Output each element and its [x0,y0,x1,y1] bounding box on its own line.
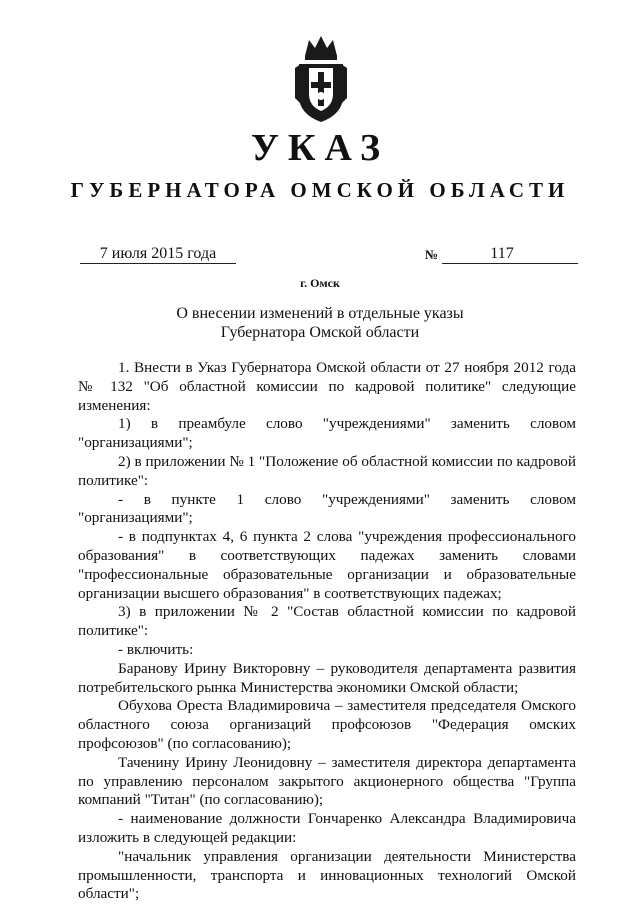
paragraph-3: 2) в приложении № 1 "Положение об областной комиссии по кадровой политике": [78,452,576,489]
document-issuer: ГУБЕРНАТОРА ОМСКОЙ ОБЛАСТИ [70,178,570,202]
number-sign: № [425,247,439,262]
decree-number-value: 117 [490,245,514,262]
paragraph-12: "начальник управления организации деятельности Министерства промышленности, транспорта и инновационных технологий Омской области"; [78,847,576,903]
paragraph-7: - включить: [118,640,194,658]
paragraph-5: - в подпунктах 4, 6 пункта 2 слова "учреждения профессионального образования" в соответствующих падежах заменить словами "профессиональные образовательные организации и образовательные организации высшего образования" в соответствующих падежах; [78,528,576,602]
decree-heading-line-2: Губернатора Омской области [220,324,420,341]
city-label: г. Омск [300,276,340,290]
paragraph-6: 3) в приложении № 2 "Состав областной комиссии по кадровой политике": [78,603,576,640]
paragraph-10: Таченину Ирину Леонидовну – заместителя директора департамента по управлению персоналом закрытого акционерного общества "Группа компаний "Титан" (по согласованию); [78,753,576,809]
document-title: УКАЗ [251,127,389,169]
decree-heading-line-1: О внесении изменений в отдельные указы [176,305,464,322]
decree-number [442,244,578,264]
paragraph-2: 1) в преамбуле слово "учреждениями" заменить словом "организациями"; [78,415,576,452]
decree-date-value: 7 июля 2015 года [99,245,217,262]
decree-body [78,359,576,904]
paragraph-9: Обухова Ореста Владимировича – заместителя председателя Омского областного союза организаций профсоюзов "Федерация омских профсоюзов" (по согласованию); [78,697,576,752]
paragraph-8: Баранову Ирину Викторовну – руководителя департамента развития потребительского рынка Министерства экономики Омской области; [78,659,576,696]
decree-heading [140,304,500,342]
paragraph-4: - в пункте 1 слово "учреждениями" заменить словом "организациями"; [78,490,576,527]
decree-date [80,244,236,264]
paragraph-11: - наименование должности Гончаренко Александра Владимировича изложить в следующей редакции: [78,810,576,846]
omsk-coat-of-arms-icon [295,34,347,124]
paragraph-1: 1. Внести в Указ Губернатора Омской области от 27 ноября 2012 года № 132 "Об областной комиссии по кадровой политике" следующие изменения: [78,359,576,414]
